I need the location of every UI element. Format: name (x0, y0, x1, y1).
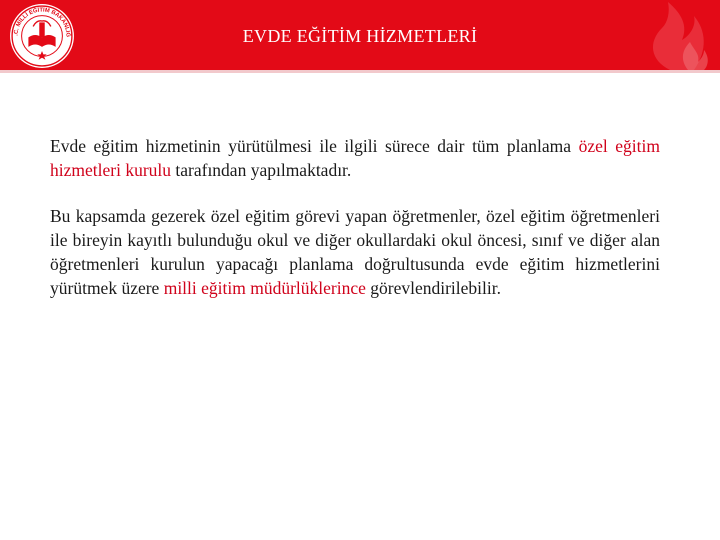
paragraph1-text-end: tarafından yapılmaktadır. (171, 160, 352, 180)
paragraph2-highlight: milli eğitim müdürlüklerince (163, 278, 366, 298)
header-divider (0, 70, 720, 73)
header-bar (0, 0, 720, 70)
paragraph2-text-end: görevlendirilebilir. (365, 278, 501, 298)
content-area (50, 134, 660, 322)
paragraph1-text-start: Evde eğitim hizmetinin yürütülmesi ile ilgili sürece dair tüm planlama (50, 136, 579, 156)
flame-icon (610, 0, 720, 70)
paragraph1-highlight: özel eğitim hizmetleri kurulu (50, 136, 660, 180)
paragraph-planning (50, 134, 660, 182)
paragraph2-text-start: Bu kapsamda gezerek özel eğitim görevi yapan öğretmenler, özel eğitim öğretmenleri ile bireyin kayıtlı bulunduğu okul ve diğer okullardaki okul öncesi, sınıf ve diğer alan öğretmenleri kurulun yapacağı planlama doğrultusunda evde eğitim hizmetlerini yürütmek üzere (50, 206, 660, 298)
paragraph-assignment (50, 204, 660, 300)
logo-text: .C. MİLLİ EĞİTİM BAKANLIĞ (13, 7, 71, 38)
page-title: EVDE EĞİTİM HİZMETLERİ (242, 26, 478, 46)
